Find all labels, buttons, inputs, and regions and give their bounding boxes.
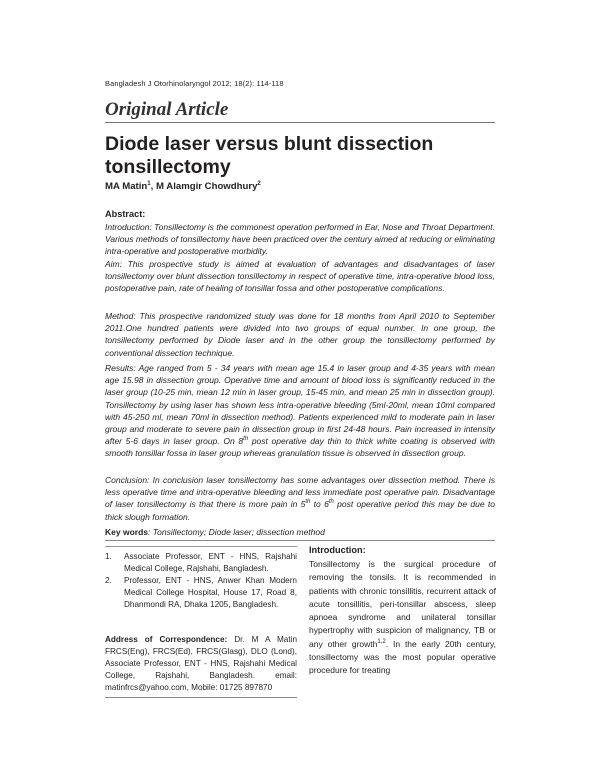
affiliation-marker: 2 — [257, 180, 261, 187]
author-line — [105, 181, 261, 192]
correspondence-text: Dr. M A Matin FRCS(Eng), FRCS(Ed), FRCS(Glasg), DLO (Lond), Associate Professor, ENT - HNS, Rajshahi Medical College, Rajshahi, Bangladesh. email: matinfrcs@yahoo.com, Mobile: 01725 897870 — [105, 635, 297, 692]
footnote-number: 1. — [105, 552, 112, 561]
author-name: M Alamgir Chowdhury — [155, 181, 258, 192]
introduction-body: . In the early 20th century, tonsillectomy was the most popular operative procedure for treating — [309, 638, 496, 676]
conclusion-text: post operative period this may be due to thick slough formation. — [105, 499, 495, 522]
section-heading: Original Article — [105, 99, 229, 120]
keywords — [105, 527, 495, 537]
conclusion-text: Conclusion: In conclusion laser tonsillectomy has some advantages over dissection method. There is less operative time and intra-operative bleeding and less immediate post operative pain. Disadvantage of laser tonsillectomy is that there is more pain in 5 — [105, 475, 495, 510]
results-text: post operative day thin to thick white coating is observed with smooth tonsillar fossa in laser group whereas granulation tissue is observed in dissection group. — [105, 436, 495, 459]
journal-citation: Bangladesh J Otorhinolaryngol 2012; 18(2): 114-118 — [105, 79, 284, 88]
keywords-value: : Tonsillectomy; Diode laser; dissection method — [148, 527, 325, 537]
header-divider — [105, 122, 495, 123]
abstract-heading: Abstract: — [105, 209, 146, 219]
footnote-item — [105, 551, 297, 575]
abstract-introduction: Introduction: Tonsillectomy is the commonest operation performed in Ear, Nose and Throat Department. Various methods of tonsillectomy have been practiced over the century aimed at reducing or eliminating intra-operative and postoperative morbidity. — [105, 222, 495, 257]
correspondence-address — [105, 634, 297, 694]
abstract-method: Method: This prospective randomized study was done for 18 months from April 2010 to September 2011.One hundred patients were divided into two groups of equal number. In one group, the tonsillectomy performed by Diode laser and in the other group the tonsillectomy performed by conventional dissection technique. — [105, 311, 495, 358]
superscript: th — [328, 499, 334, 506]
superscript: th — [305, 499, 311, 506]
correspondence-label: Address of Correspondence: — [105, 635, 228, 644]
abstract-aim: Aim: This prospective study is aimed at evaluation of advantages and disadvantages of laser tonsillectomy over blunt dissection tonsillectomy in respect of operative time, intra-operative blood loss, postoperative pain, rate of healing of tonsillar fossa and other postoperative complications. — [105, 259, 495, 294]
article-title: Diode laser versus blunt dissection tonsillectomy — [105, 133, 434, 178]
footnote-number: 2. — [105, 576, 112, 585]
footnote-divider — [105, 546, 297, 547]
footnote-text: Associate Professor, ENT - HNS, Rajshahi Medical College, Rajshahi, Bangladesh. — [124, 552, 297, 573]
introduction-body: Tonsillectomy is the surgical procedure of removing the tonsils. It is recommended in patients with chronic tonsillitis, recurrent attack of acute tonsillitis, peri-tonsillar abscess, sleep apnoea syndrome and unilateral tonsillar hypertrophy with suspicion of malignancy, TB or any other growth — [309, 559, 496, 649]
introduction-heading: Introduction: — [309, 545, 366, 555]
introduction-text — [309, 558, 496, 678]
abstract-results — [105, 362, 495, 460]
abstract-conclusion — [105, 474, 495, 523]
footnote-item — [105, 575, 297, 611]
superscript: th — [243, 436, 249, 443]
abstract-divider — [105, 540, 495, 541]
author-separator: , — [150, 181, 156, 192]
affiliation-marker: 1 — [147, 180, 151, 187]
author-name: MA Matin — [105, 181, 148, 192]
citation-superscript: 1,2 — [377, 638, 386, 645]
conclusion-text: to 6 — [310, 499, 329, 510]
correspondence-divider — [105, 697, 297, 698]
results-text: Results: Age ranged from 5 - 34 years with mean age 15.4 in laser group and 4-35 years with mean age 15.98 in dissection group. Operative time and amount of blood loss is significantly reduced in the laser group (10-25 min, mean 12 min in laser group, 15-45 min, and mean 25 min in dissection group). Tonsillectomy by using laser has shown less intra-operative bleeding (5ml-20ml, mean 10ml compared with 45-250 ml, mean 70ml in dissection method). Patients experienced mild to moderate pain in laser group and moderate to severe pain in dissection group in first 24-48 hours. Pain increased in intensity after 5-6 days in laser group. On 8 — [105, 363, 495, 447]
footnote-text: Professor, ENT - HNS, Anwer Khan Modern Medical College Hospital, House 17, Road 8, Dhanmondi RA, Dhaka 1205, Bangladesh. — [124, 576, 297, 609]
keywords-label: Key words — [105, 527, 148, 537]
